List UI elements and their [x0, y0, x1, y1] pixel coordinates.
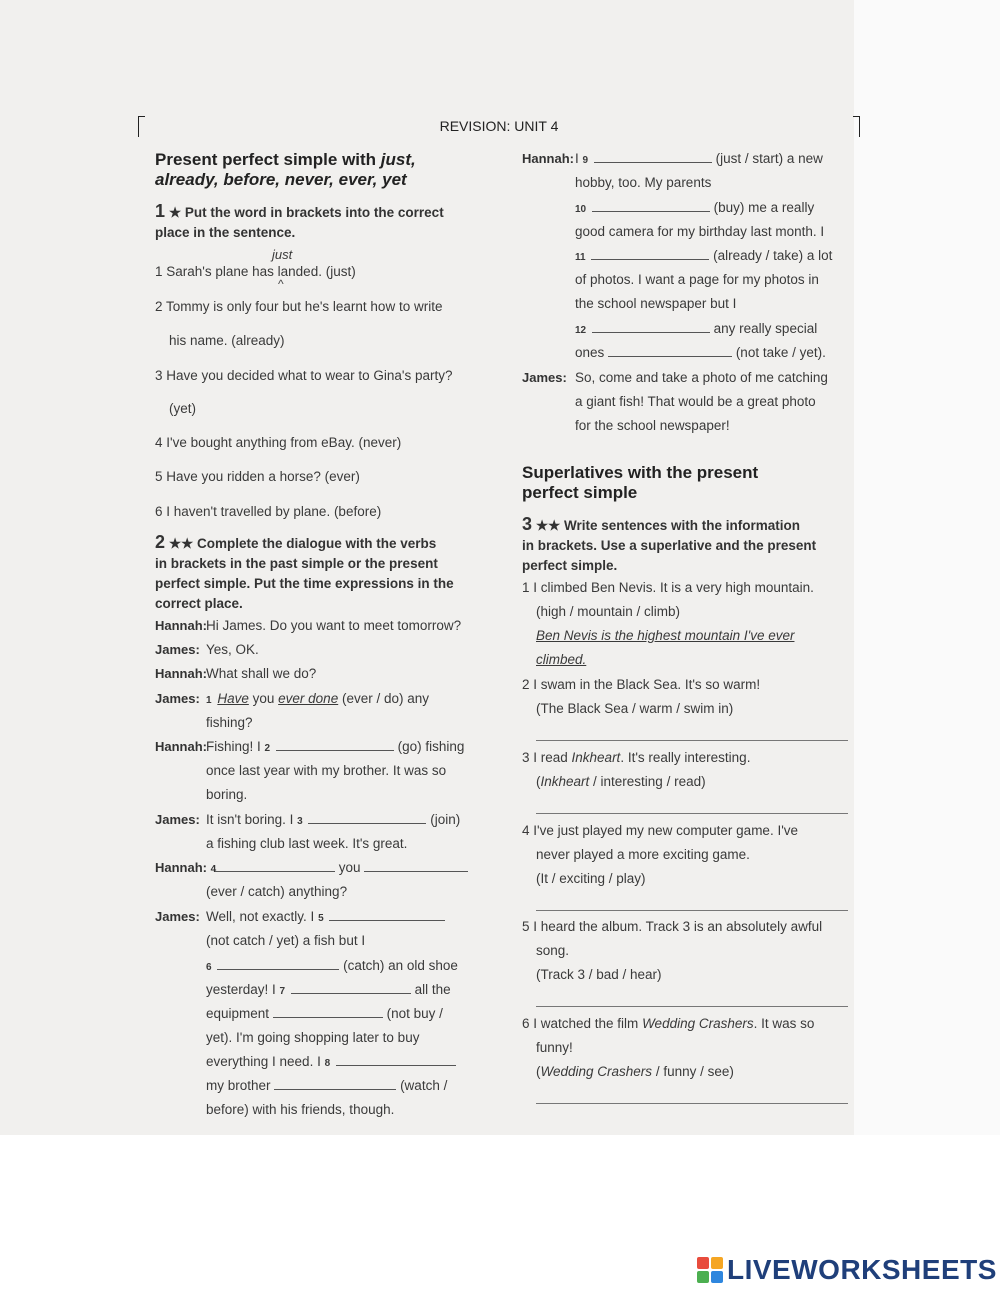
- dialogue-line: [206, 810, 460, 832]
- dialogue-text: (already / take) a lot: [713, 248, 833, 263]
- speaker-james: James:: [155, 691, 200, 706]
- gap-number: 9: [582, 155, 589, 166]
- prompt-text: (: [536, 1064, 541, 1079]
- heading-part: Superlatives with the present: [522, 463, 759, 482]
- ex3-item-4-cont: never played a more exciting game.: [536, 847, 750, 862]
- dialogue-text: ones: [575, 345, 605, 360]
- dialogue-line: [206, 1004, 443, 1024]
- dialogue-line: for the school newspaper!: [575, 418, 730, 433]
- prompt-text: / interesting / read): [589, 774, 706, 789]
- dialogue-line: before) with his friends, though.: [206, 1102, 395, 1117]
- answer-blank-9[interactable]: [594, 150, 712, 163]
- exercise-3-instruction: [522, 514, 816, 576]
- star-icon: ★: [169, 205, 182, 220]
- dialogue-text: everything I need. I: [206, 1054, 321, 1069]
- ex3-item-4: 4 I've just played my new computer game. I've: [522, 823, 799, 838]
- ex3-item-5: 5 I heard the album. Track 3 is an absolutely awful: [522, 919, 823, 934]
- exercise-1-instruction: [155, 201, 444, 243]
- dialogue-line: What shall we do?: [206, 666, 317, 681]
- dialogue-line: fishing?: [206, 715, 253, 730]
- logo-block: [697, 1257, 709, 1269]
- answer-blank-10[interactable]: [592, 199, 710, 212]
- example-answer: ever done: [278, 691, 339, 706]
- speaker-label: Hannah:: [155, 860, 207, 875]
- dialogue-text: you: [252, 691, 275, 706]
- ex1-item-2: 2 Tommy is only four but he's learnt how to write: [155, 299, 443, 314]
- hint-just: just: [272, 247, 293, 262]
- dialogue-text: all the: [414, 982, 451, 997]
- ex1-item-3-cont: (yet): [169, 401, 196, 416]
- dialogue-line: [206, 1052, 456, 1074]
- dialogue-line: [206, 980, 451, 1002]
- answer-line-6[interactable]: [536, 1103, 848, 1104]
- item-text: 3 I read: [522, 750, 572, 765]
- ex3-item-6-cont: funny!: [536, 1040, 573, 1055]
- instruction-text: Write sentences with the information: [564, 518, 801, 533]
- dialogue-line: [575, 198, 814, 220]
- exercise-number: 2: [155, 532, 166, 552]
- gap-number: 5: [318, 913, 324, 924]
- answer-blank-7b[interactable]: [273, 1005, 383, 1018]
- gap-number: 4: [210, 864, 217, 875]
- ex1-item-6: 6 I haven't travelled by plane. (before): [155, 504, 382, 519]
- ex1-item-4: 4 I've bought anything from eBay. (never): [155, 435, 402, 450]
- heading-adverbs: already, before, never, ever, yet: [155, 170, 407, 189]
- speaker-james: James:: [522, 370, 567, 385]
- answer-blank-12b[interactable]: [608, 344, 732, 357]
- gap-number: 3: [297, 816, 303, 827]
- dialogue-line: boring.: [206, 787, 248, 802]
- answer-blank-2[interactable]: [276, 738, 394, 751]
- instruction-text: perfect simple.: [522, 558, 618, 573]
- heading-part: Present perfect simple with: [155, 150, 381, 169]
- answer-blank-8a[interactable]: [336, 1053, 456, 1066]
- dialogue-line: [575, 246, 832, 268]
- instruction-text: perfect simple. Put the time expressions in the: [155, 576, 454, 591]
- star-icon: ★★: [536, 518, 561, 533]
- dialogue-line: [206, 689, 429, 711]
- ex1-item-2-cont: his name. (already): [169, 333, 285, 348]
- answer-blank-4a[interactable]: [215, 859, 335, 872]
- dialogue-line: So, come and take a photo of me catching: [575, 370, 828, 385]
- page-margin: [854, 0, 1000, 1135]
- gap-number: 8: [324, 1058, 331, 1069]
- answer-blank-3[interactable]: [308, 811, 426, 824]
- dialogue-text: (watch /: [400, 1078, 448, 1093]
- insertion-caret: ^: [278, 277, 284, 291]
- logo-block: [711, 1271, 723, 1283]
- answer-blank-6[interactable]: [217, 957, 339, 970]
- answer-blank-7[interactable]: [291, 981, 411, 994]
- dialogue-line: [575, 319, 817, 341]
- ex3-item-2-prompt: (The Black Sea / warm / swim in): [536, 701, 734, 716]
- gap-number: 12: [575, 325, 587, 336]
- logo-block: [697, 1271, 709, 1283]
- dialogue-line: a giant fish! That would be a great photo: [575, 394, 816, 409]
- dialogue-line: once last year with my brother. It was so: [206, 763, 447, 778]
- dialogue-line: [206, 907, 445, 929]
- dialogue-line: yet). I'm going shopping later to buy: [206, 1030, 420, 1045]
- ex1-item-3: 3 Have you decided what to wear to Gina's party?: [155, 368, 453, 383]
- exercise-number: 3: [522, 514, 533, 534]
- ex3-item-3: [522, 748, 750, 768]
- dialogue-text: equipment: [206, 1006, 270, 1021]
- dialogue-line: (ever / catch) anything?: [206, 884, 348, 899]
- ex1-item-1: 1 Sarah's plane has landed. (just): [155, 264, 356, 279]
- dialogue-line: [206, 956, 458, 978]
- dialogue-line: a fishing club last week. It's great.: [206, 836, 408, 851]
- dialogue-text: (not buy /: [386, 1006, 443, 1021]
- liveworksheets-logo: [697, 1254, 997, 1286]
- answer-blank-8b[interactable]: [274, 1077, 396, 1090]
- instruction-text: in brackets in the past simple or the present: [155, 556, 438, 571]
- dialogue-line: [206, 737, 464, 759]
- gap-number: 2: [264, 743, 271, 754]
- instruction-text: in brackets. Use a superlative and the present: [522, 538, 817, 553]
- dialogue-text: my brother: [206, 1078, 271, 1093]
- ex3-item-1: 1 I climbed Ben Nevis. It is a very high mountain.: [522, 580, 814, 595]
- answer-line-2[interactable]: [536, 740, 848, 741]
- dialogue-text: Well, not exactly. I: [206, 909, 315, 924]
- speaker-hannah: [155, 858, 218, 880]
- speaker-james: James:: [155, 909, 200, 924]
- logo-blocks-icon: [697, 1257, 723, 1283]
- item-text: . It was so: [753, 1016, 815, 1031]
- exercise-number: 1: [155, 201, 166, 221]
- heading-just: just,: [380, 150, 416, 169]
- dialogue-text: (join): [430, 812, 461, 827]
- answer-blank-11[interactable]: [591, 247, 709, 260]
- dialogue-line: the school newspaper but I: [575, 296, 737, 311]
- dialogue-line: Yes, OK.: [206, 642, 259, 657]
- instruction-text: Put the word in brackets into the correct: [184, 205, 444, 220]
- answer-blank-5[interactable]: [329, 908, 445, 921]
- dialogue-text: (go) fishing: [397, 739, 465, 754]
- film-title: Wedding Crashers: [642, 1016, 754, 1031]
- logo-wordmark: LIVEWORKSHEETS: [727, 1254, 997, 1285]
- banner-title: REVISION: UNIT 4: [439, 118, 559, 134]
- dialogue-line: [215, 858, 468, 878]
- speaker-hannah: Hannah:: [155, 618, 207, 633]
- gap-number: 7: [279, 986, 286, 997]
- book-title: Inkheart: [571, 750, 621, 765]
- dialogue-text: It isn't boring. I: [206, 812, 294, 827]
- instruction-text: correct place.: [155, 596, 243, 611]
- answer-line-5[interactable]: [536, 1006, 848, 1007]
- speaker-hannah: Hannah:: [522, 151, 574, 166]
- star-icon: ★★: [169, 536, 194, 551]
- film-title: Wedding Crashers: [540, 1064, 653, 1079]
- dialogue-text: (catch) an old shoe: [343, 958, 458, 973]
- ex3-item-1-prompt: (high / mountain / climb): [536, 604, 681, 619]
- ex3-item-6-prompt: [536, 1062, 734, 1082]
- gap-number: 6: [206, 962, 212, 973]
- dialogue-line: [575, 149, 823, 171]
- example-answer: Have: [217, 691, 249, 706]
- dialogue-text: I: [575, 151, 579, 166]
- answer-line-3[interactable]: [536, 813, 848, 814]
- gap-number: 11: [575, 252, 586, 263]
- section-heading-present-perfect: [155, 150, 416, 190]
- dialogue-line: [575, 343, 826, 363]
- ex3-item-1-answer: climbed.: [536, 652, 587, 667]
- ex3-item-1-answer: Ben Nevis is the highest mountain I've ever: [536, 628, 795, 643]
- dialogue-line: [206, 1076, 447, 1096]
- dialogue-text: (buy) me a really: [713, 200, 815, 215]
- ex3-item-2: 2 I swam in the Black Sea. It's so warm!: [522, 677, 761, 692]
- dialogue-line: (not catch / yet) a fish but I: [206, 933, 366, 948]
- ex3-item-3-prompt: [536, 772, 706, 792]
- dialogue-text: yesterday! I: [206, 982, 276, 997]
- speaker-james: James:: [155, 812, 200, 827]
- speaker-hannah: Hannah:: [155, 739, 207, 754]
- dialogue-line: hobby, too. My parents: [575, 175, 712, 190]
- instruction-text: Complete the dialogue with the verbs: [197, 536, 437, 551]
- ex3-item-5-prompt: (Track 3 / bad / hear): [536, 967, 662, 982]
- dialogue-text: you: [338, 860, 361, 875]
- item-text: 6 I watched the film: [522, 1016, 643, 1031]
- dialogue-text: (ever / do) any: [341, 691, 430, 706]
- section-heading-superlatives: [522, 463, 758, 503]
- book-title: Inkheart: [540, 774, 590, 789]
- gap-number: 1: [206, 695, 212, 706]
- exercise-2-instruction: [155, 532, 454, 614]
- prompt-text: / funny / see): [652, 1064, 734, 1079]
- prompt-text: (: [536, 774, 541, 789]
- gap-number: 10: [575, 204, 587, 215]
- answer-blank-12a[interactable]: [592, 320, 710, 333]
- ex3-item-6: [522, 1014, 814, 1034]
- speaker-hannah: Hannah:: [155, 666, 207, 681]
- dialogue-text: Fishing! I: [206, 739, 261, 754]
- dialogue-line: of photos. I want a page for my photos in: [575, 272, 819, 287]
- ex3-item-4-prompt: (It / exciting / play): [536, 871, 646, 886]
- heading-part: perfect simple: [522, 483, 638, 502]
- revision-banner: [138, 116, 860, 136]
- dialogue-line: Hi James. Do you want to meet tomorrow?: [206, 618, 462, 633]
- ex1-item-5: 5 Have you ridden a horse? (ever): [155, 469, 360, 484]
- dialogue-text: (just / start) a new: [715, 151, 823, 166]
- answer-blank-4b[interactable]: [364, 859, 468, 872]
- logo-block: [711, 1257, 723, 1269]
- answer-line-4[interactable]: [536, 910, 848, 911]
- ex3-item-5-cont: song.: [536, 943, 570, 958]
- speaker-james: James:: [155, 642, 200, 657]
- instruction-text: place in the sentence.: [155, 225, 296, 240]
- dialogue-text: (not take / yet).: [735, 345, 826, 360]
- dialogue-line: good camera for my birthday last month. I: [575, 224, 825, 239]
- dialogue-text: any really special: [713, 321, 818, 336]
- item-text: . It's really interesting.: [620, 750, 751, 765]
